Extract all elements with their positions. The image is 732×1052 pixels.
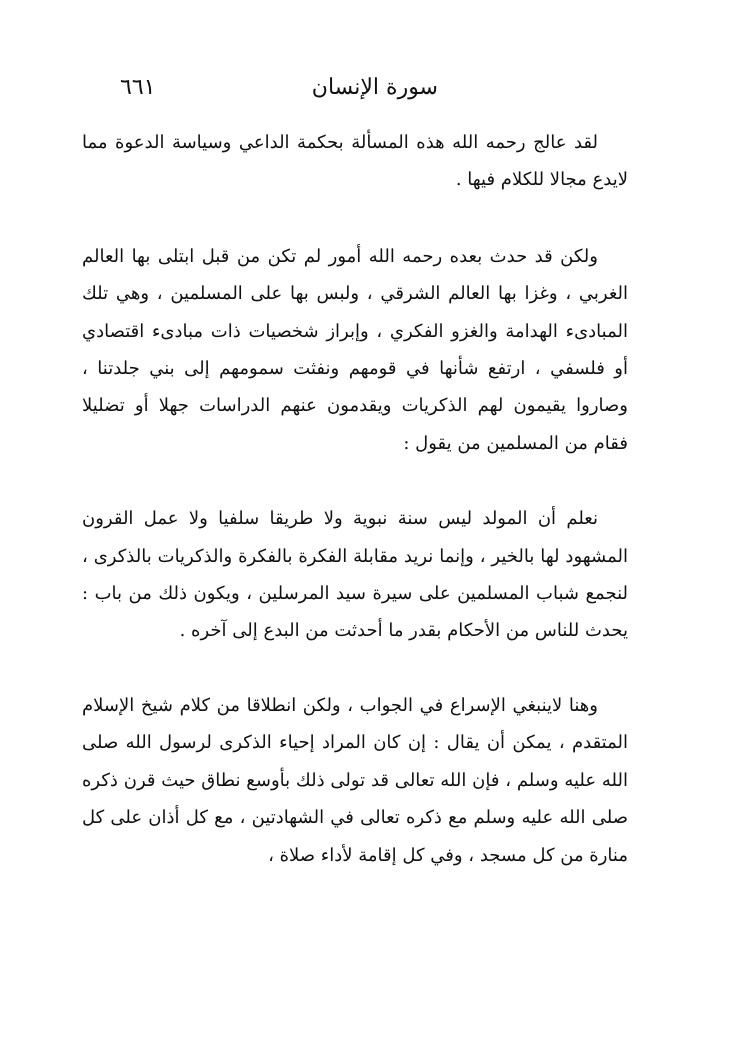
page-body xyxy=(82,116,628,874)
paragraph-text: لقد عالج رحمه الله هذه المسألة بحكمة الداعي وسياسة الدعوة مما لايدع مجالا للكلام فيها . xyxy=(82,132,628,191)
paragraph-text: نعلم أن المولد ليس سنة نبوية ولا طريقا سلفيا ولا عمل القرون المشهود لها بالخير ، وإنما نريد مقابلة الفكرة بالفكرة والذكريات بالذكرى ، لنجمع شباب المسلمين على سيرة سيد المرسلين ، ويكون ذلك من باب : يحدث للناس من الأحكام بقدر ما أحدثت من البدع إلى آخره . xyxy=(82,508,628,642)
paragraph xyxy=(82,124,628,199)
paragraph xyxy=(82,500,628,650)
page-header xyxy=(108,68,638,112)
paragraph xyxy=(82,238,628,462)
paragraph-text: ولكن قد حدث بعده رحمه الله أمور لم تكن من قبل ابتلى بها العالم الغربي ، وغزا بها العالم الشرقي ، ولبس بها على المسلمين ، وهي تلك المبادىء الهدامة والغزو الفكري ، وإبراز شخصيات ذات مبادىء اقتصادي أو فلسفي ، ارتفع شأنها في قومهم ونفثت سمومهم إلى بني جلدتنا ، وصاروا يقيمون لهم الذكريات ويقدمون عنهم الدراسات جهلا أو تضليلا فقام من المسلمين من يقول : xyxy=(82,245,628,454)
paragraph xyxy=(82,687,628,874)
surah-title: سورة الإنسان xyxy=(311,75,438,100)
page-number: ٦٦١ xyxy=(120,75,156,100)
paragraph-text: وهنا لاينبغي الإسراع في الجواب ، ولكن انطلاقا من كلام شيخ الإسلام المتقدم ، يمكن أن يقال : إن كان المراد إحياء الذكرى لرسول الله صلى الله عليه وسلم ، فإن الله تعالى قد تولى ذلك بأوسع نطاق حيث قرن ذكره صلى الله عليه وسلم مع ذكره تعالى في الشهادتين ، مع كل أذان على كل منارة من كل مسجد ، وفي كل إقامة لأداء صلاة ، xyxy=(82,694,629,866)
